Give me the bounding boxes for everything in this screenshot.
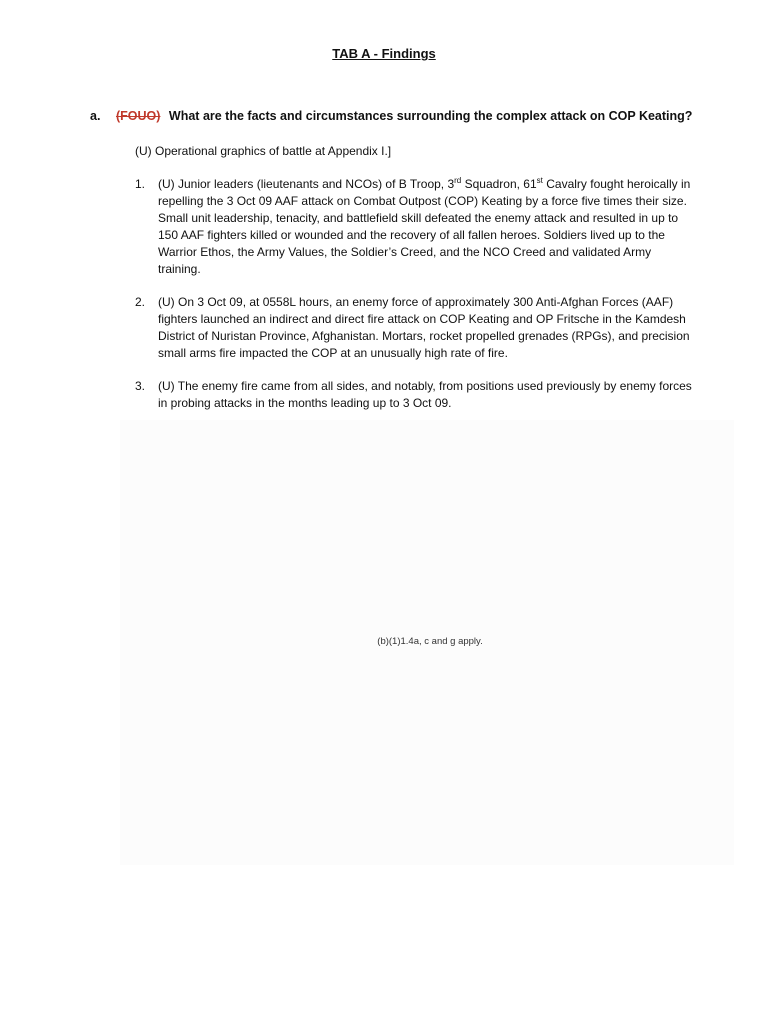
finding-item bbox=[135, 294, 695, 362]
redacted-section bbox=[120, 420, 734, 865]
finding-text: (U) On 3 Oct 09, at 0558L hours, an enemy force of approximately 300 Anti-Afghan Forces (AAF) fighters launched an indirect and direct fire attack on COP Keating and OP Fritsche in the Kamdesh District of Nuristan Province, Afghanistan. Mortars, rocket propelled grenades (RPGs), and precision small arms fire impacted the COP at an unusually high rate of fire. bbox=[158, 295, 690, 360]
operational-graphics-note: (U) Operational graphics of battle at Appendix I.] bbox=[135, 144, 392, 158]
redaction-note: (b)(1)1.4a, c and g apply. bbox=[377, 636, 483, 647]
finding-number: 2. bbox=[135, 295, 146, 309]
finding-number: 3. bbox=[135, 379, 146, 393]
finding-item bbox=[135, 378, 695, 412]
findings-list bbox=[135, 176, 695, 428]
finding-item bbox=[135, 176, 695, 278]
finding-number: 1. bbox=[135, 177, 146, 191]
finding-text: (U) Junior leaders (lieutenants and NCOs) of B Troop, 3rd Squadron, 61st Cavalry fought heroically in repelling the 3 Oct 09 AAF attack on Combat Outpost (COP) Keating by a force five times their size. Small unit leadership, tenacity, and battlefield skill defeated the enemy attack and resulted in up to 150 AAF fighters killed or wounded and the recovery of all fallen heroes. Soldiers lived up to the Warrior Ethos, the Army Values, the Soldier’s Creed, and the NCO Creed and validated Army training. bbox=[158, 176, 691, 276]
classification-marking: (FOUO) bbox=[116, 109, 161, 123]
question-letter: a. bbox=[90, 109, 101, 123]
finding-text: (U) The enemy fire came from all sides, and notably, from positions used previously by enemy forces in probing attacks in the months leading up to 3 Oct 09. bbox=[158, 379, 692, 410]
document-title: TAB A - Findings bbox=[332, 46, 436, 61]
question-text: What are the facts and circumstances surrounding the complex attack on COP Keating? bbox=[168, 109, 693, 123]
question-a bbox=[90, 109, 710, 123]
